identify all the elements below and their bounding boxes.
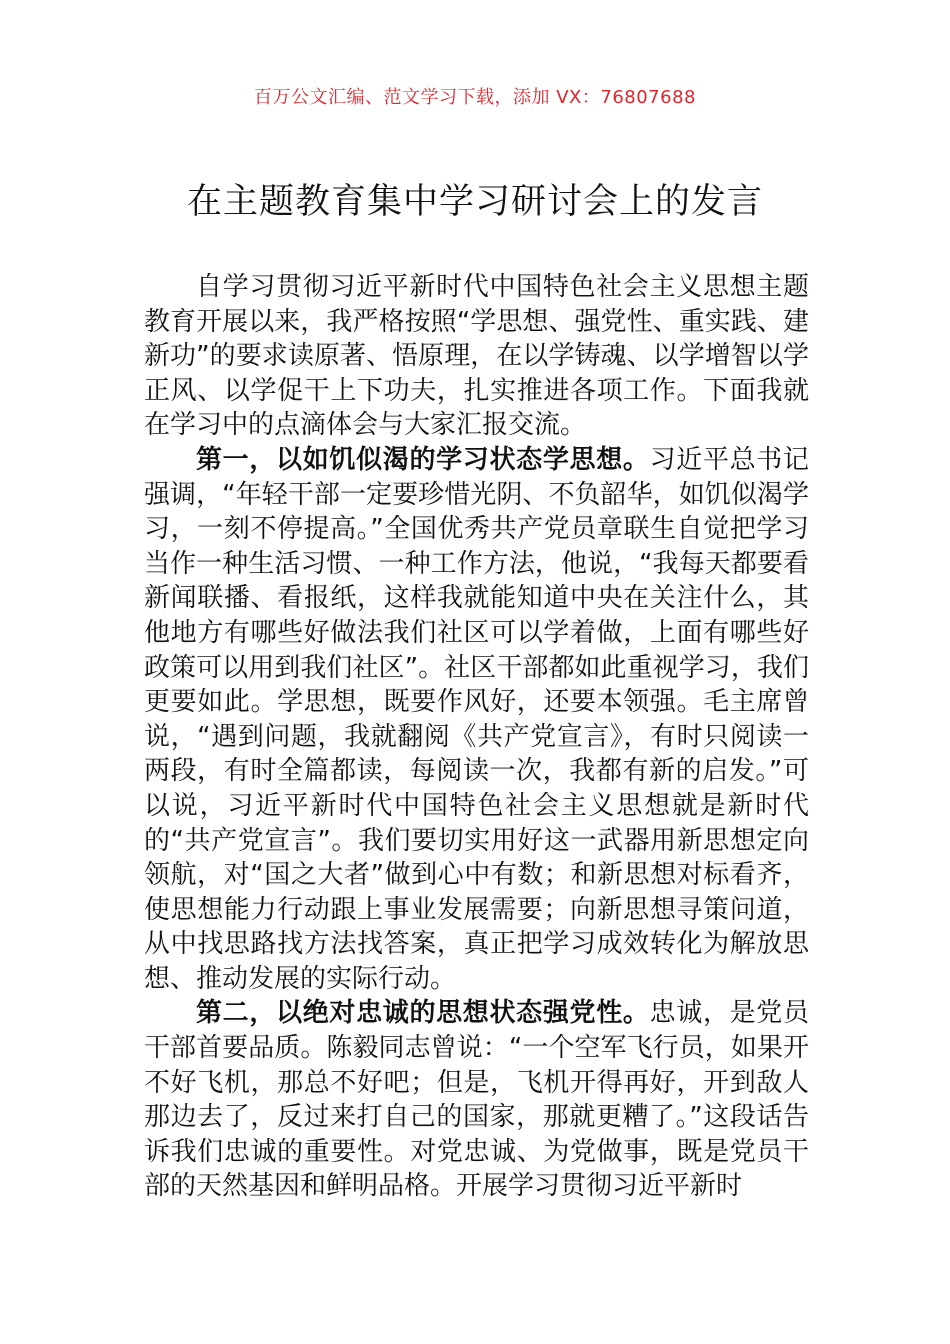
paragraph-first-point	[144, 443, 809, 997]
promo-header: 百万公文汇编、范文学习下载，添加 VX：76807688	[254, 87, 696, 108]
paragraph-text: 自学习贯彻习近平新时代中国特色社会主义思想主题教育开展以来，我严格按照“学思想、强党性、重实践、建新功”的要求读原著、悟原理，在以学铸魂、以学增智以学正风、以学促干上下功夫，扎实推进各项工作。下面我就在学习中的点滴体会与大家汇报交流。	[144, 272, 809, 441]
paragraph-lead: 第二，以绝对忠诚的思想状态强党性。	[196, 998, 650, 1029]
paragraph-lead: 第一，以如饥似渴的学习状态学思想。	[196, 444, 650, 475]
document-body	[144, 270, 809, 1204]
paragraph-text: 忠诚，是党员干部首要品质。陈毅同志曾说：“一个空军飞行员，如果开不好飞机，那总不好吧；但是，飞机开得再好，开到敌人那边去了，反过来打自己的国家，那就更糟了。”这段话告诉我们忠诚的重要性。对党忠诚、为党做事，既是党员干部的天然基因和鲜明品格。开展学习贯彻习近平新时	[144, 998, 809, 1202]
document-title: 在主题教育集中学习研讨会上的发言	[186, 182, 763, 222]
paragraph-text: 习近平总书记强调，“年轻干部一定要珍惜光阴、不负韶华，如饥似渴学习，一刻不停提高。”全国优秀共产党员章联生自觉把学习当作一种生活习惯、一种工作方法，他说，“我每天都要看新闻联播、看报纸，这样我就能知道中央在关注什么，其他地方有哪些好做法我们社区可以学着做，上面有哪些好政策可以用到我们社区”。社区干部都如此重视学习，我们更要如此。学思想，既要作风好，还要本领强。毛主席曾说，“遇到问题，我就翻阅《共产党宣言》，有时只阅读一两段，有时全篇都读，每阅读一次，我都有新的启发。”可以说，习近平新时代中国特色社会主义思想就是新时代的“共产党宣言”。我们要切实用好这一武器用新思想定向领航，对“国之大者”做到心中有数；和新思想对标看齐，使思想能力行动跟上事业发展需要；向新思想寻策问道，从中找思路找方法找答案，真正把学习成效转化为解放思想、推动发展的实际行动。	[144, 444, 809, 994]
paragraph-intro	[144, 270, 809, 443]
paragraph-second-point	[144, 996, 809, 1204]
